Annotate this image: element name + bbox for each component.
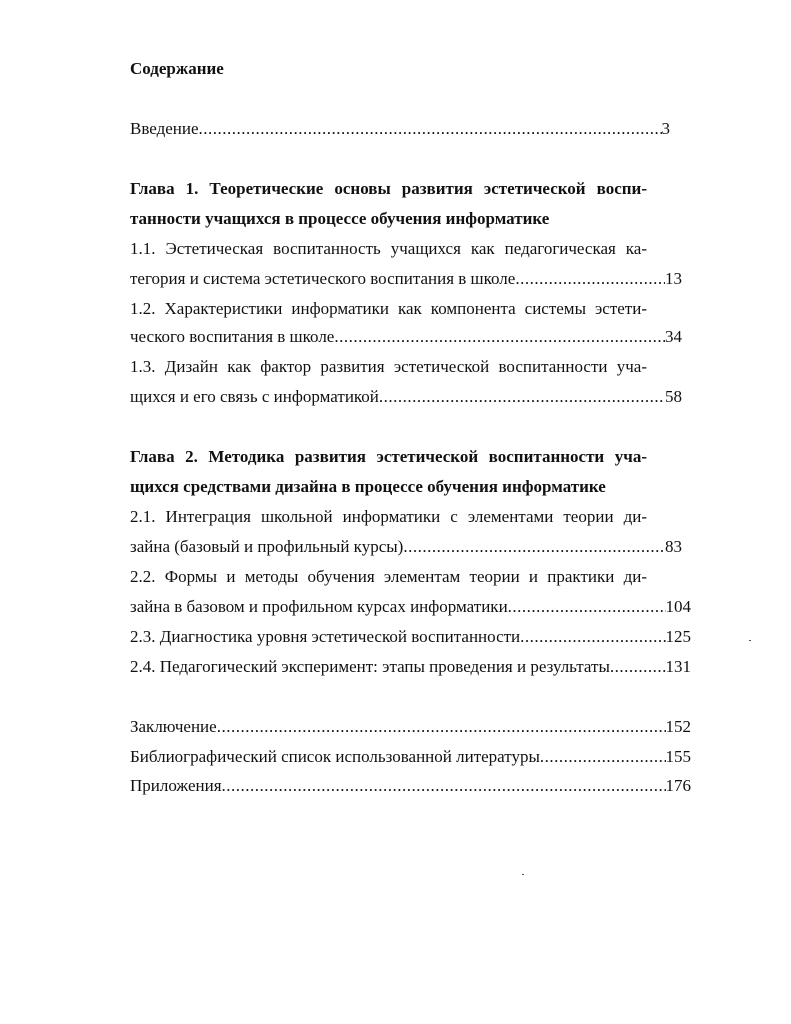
- toc-entry-label: 2.3. Диагностика уровня эстетической воспитанности: [130, 627, 521, 646]
- toc-leader-dots: [520, 626, 665, 648]
- toc-entry-label: 2.4. Педагогический эксперимент: этапы проведения и результаты: [130, 657, 610, 676]
- toc-entry-label: ческого воспитания в школе: [130, 327, 335, 346]
- toc-entry-label: тегория и система эстетического воспитания в школе: [130, 269, 516, 288]
- toc-entry-label: Заключение: [130, 717, 217, 736]
- toc-entry-label: Библиографический список использованной литературы: [130, 747, 540, 766]
- toc-leader-dots: [508, 596, 666, 618]
- toc-page-number: 83: [665, 537, 682, 556]
- chapter2-heading-line2[interactable]: щихся средствами дизайна в процессе обучения информатике: [130, 477, 606, 496]
- toc-entry-label: Введение: [130, 119, 199, 138]
- toc-leader-dots: [199, 118, 662, 140]
- toc-page-number: 104: [665, 597, 691, 616]
- toc-entry-label: щихся и его связь с информатикой: [130, 387, 379, 406]
- toc-entry-1-1-line2[interactable]: [130, 268, 682, 290]
- toc-entry-2-4[interactable]: [130, 656, 691, 678]
- toc-leader-dots: [222, 775, 666, 797]
- toc-page-number: 152: [665, 717, 691, 736]
- toc-leader-dots: [334, 326, 665, 348]
- chapter1-heading-line1[interactable]: Глава 1. Теоретические основы развития эстетической воспи-: [130, 179, 647, 198]
- toc-page-number: 3: [661, 119, 670, 138]
- toc-entry-label: зайна в базовом и профильном курсах информатики: [130, 597, 508, 616]
- toc-leader-dots: [515, 268, 665, 290]
- toc-entry-2-3[interactable]: [130, 626, 691, 648]
- toc-entry-intro[interactable]: [130, 118, 670, 140]
- toc-entry-appendices[interactable]: [130, 775, 691, 797]
- toc-leader-dots: [379, 386, 665, 408]
- toc-page-number: 125: [665, 627, 691, 646]
- toc-leader-dots: [610, 656, 666, 678]
- toc-page-number: 13: [665, 269, 682, 288]
- toc-entry-1-1-line1[interactable]: 1.1. Эстетическая воспитанность учащихся как педагогическая ка-: [130, 239, 647, 258]
- toc-page-number: 58: [665, 387, 682, 406]
- toc-page-number: 176: [665, 776, 691, 795]
- toc-entry-label: зайна (базовый и профильный курсы): [130, 537, 404, 556]
- toc-entry-2-1-line1[interactable]: 2.1. Интеграция школьной информатики с элементами теории ди-: [130, 507, 647, 526]
- toc-entry-2-2-line2[interactable]: [130, 596, 691, 618]
- toc-leader-dots: [403, 536, 665, 558]
- chapter1-heading-line2[interactable]: танности учащихся в процессе обучения информатике: [130, 209, 550, 228]
- toc-page-number: 131: [665, 657, 691, 676]
- scan-speck: [522, 874, 524, 875]
- toc-entry-2-2-line1[interactable]: 2.2. Формы и методы обучения элементам теории и практики ди-: [130, 567, 647, 586]
- scan-speck: [749, 640, 751, 641]
- toc-entry-bibliography[interactable]: [130, 746, 691, 768]
- toc-entry-label: Приложения: [130, 776, 222, 795]
- toc-title: Содержание: [130, 59, 224, 78]
- toc-entry-1-3-line1[interactable]: 1.3. Дизайн как фактор развития эстетической воспитанности уча-: [130, 357, 647, 376]
- toc-leader-dots: [217, 716, 666, 738]
- chapter2-heading-line1[interactable]: Глава 2. Методика развития эстетической воспитанности уча-: [130, 447, 647, 466]
- toc-entry-1-2-line2[interactable]: [130, 326, 682, 348]
- toc-entry-1-2-line1[interactable]: 1.2. Характеристики информатики как компонента системы эстети-: [130, 299, 647, 318]
- toc-leader-dots: [540, 746, 666, 768]
- toc-entry-2-1-line2[interactable]: [130, 536, 682, 558]
- toc-page-number: 155: [665, 747, 691, 766]
- toc-entry-1-3-line2[interactable]: [130, 386, 682, 408]
- toc-page-number: 34: [665, 327, 682, 346]
- toc-entry-conclusion[interactable]: [130, 716, 691, 738]
